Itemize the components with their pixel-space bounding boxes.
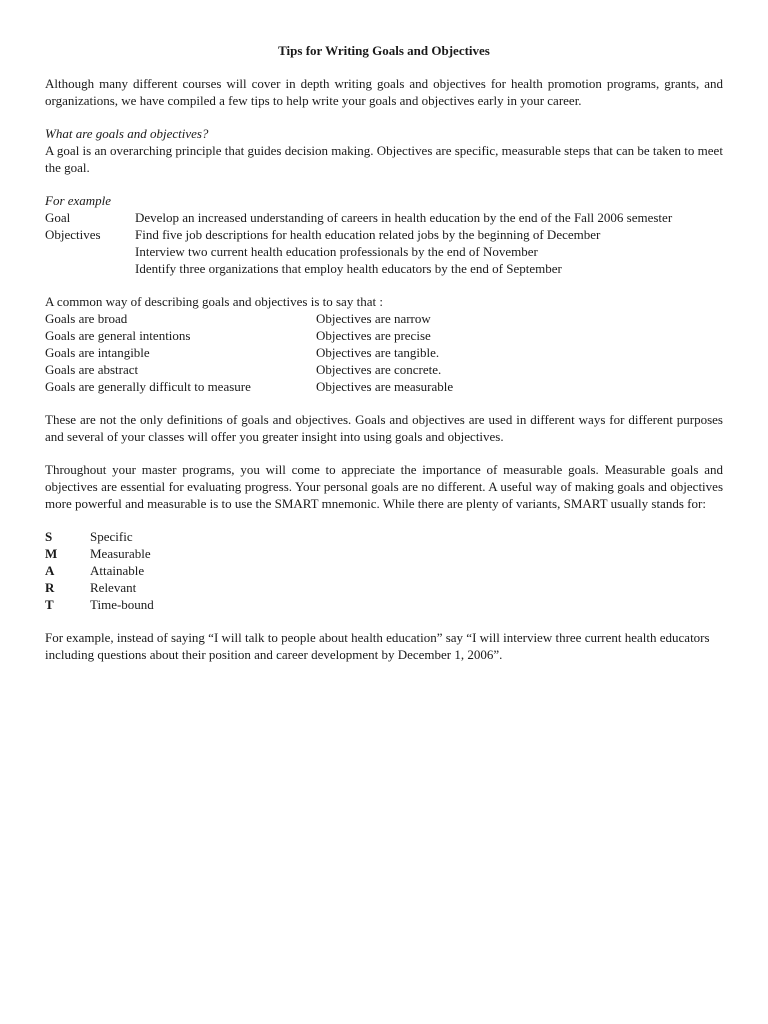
- goal-description: Goals are broad: [45, 311, 128, 326]
- smart-word: Specific: [90, 529, 133, 544]
- objective-text: Identify three organizations that employ health educators by the end of September: [135, 261, 562, 276]
- smart-item: [45, 528, 723, 545]
- definitions-paragraph: These are not the only definitions of goals and objectives. Goals and objectives are used in different ways for different purposes and several of your classes will offer you greater insight into using goals and objectives.: [45, 412, 723, 444]
- example-heading: For example: [45, 193, 112, 208]
- smart-letter: M: [45, 546, 58, 561]
- intro-paragraph: Although many different courses will cover in depth writing goals and objectives for health promotion programs, grants, and organizations, we have compiled a few tips to help write your goals and objectives early in your career.: [45, 76, 723, 108]
- goal-description: Goals are general intentions: [45, 328, 191, 343]
- smart-item: [45, 562, 723, 579]
- goal-text: Develop an increased understanding of careers in health education by the end of the Fall 2006 semester: [135, 210, 673, 225]
- comparison-row: [45, 344, 723, 361]
- smart-letter: S: [45, 529, 53, 544]
- smart-letter: A: [45, 563, 55, 578]
- definition-paragraph: A goal is an overarching principle that guides decision making. Objectives are specific, measurable steps that can be taken to meet the goal.: [45, 143, 723, 175]
- smart-item: [45, 596, 723, 613]
- smart-word: Time-bound: [90, 597, 154, 612]
- objective-text: Find five job descriptions for health education related jobs by the beginning of December: [135, 227, 601, 242]
- objective-description: Objectives are narrow: [316, 311, 431, 326]
- example-objective-row: [45, 226, 723, 243]
- smart-item: [45, 545, 723, 562]
- smart-word: Relevant: [90, 580, 137, 595]
- smart-word: Measurable: [90, 546, 151, 561]
- objective-description: Objectives are measurable: [316, 379, 454, 394]
- closing-paragraph: For example, instead of saying “I will talk to people about health education” say “I will interview three current health educators including questions about their position and career development by December 1, 2006”.: [45, 630, 710, 662]
- comparison-row: [45, 361, 723, 378]
- smart-word: Attainable: [90, 563, 145, 578]
- smart-letter: R: [45, 580, 55, 595]
- example-objective-row: [45, 243, 723, 260]
- goal-label: Goal: [45, 210, 71, 225]
- goal-description: Goals are generally difficult to measure: [45, 379, 251, 394]
- objective-description: Objectives are concrete.: [316, 362, 442, 377]
- smart-letter: T: [45, 597, 54, 612]
- goal-description: Goals are abstract: [45, 362, 139, 377]
- document-page: [45, 42, 723, 663]
- objective-description: Objectives are precise: [316, 328, 431, 343]
- smart-item: [45, 579, 723, 596]
- section-heading: What are goals and objectives?: [45, 126, 209, 141]
- comparison-row: [45, 378, 723, 395]
- comparison-row: [45, 327, 723, 344]
- objectives-label: Objectives: [45, 227, 101, 242]
- comparison-row: [45, 310, 723, 327]
- example-objective-row: [45, 260, 723, 277]
- smart-intro-paragraph: Throughout your master programs, you will come to appreciate the importance of measurable goals. Measurable goals and objectives are essential for evaluating progress. Your personal goals are no different. A useful way of making goals and objectives more powerful and measurable is to use the SMART mnemonic. While there are plenty of variants, SMART usually stands for:: [45, 462, 723, 511]
- document-title: Tips for Writing Goals and Objectives: [278, 43, 490, 58]
- objective-description: Objectives are tangible.: [316, 345, 440, 360]
- objective-text: Interview two current health education professionals by the end of November: [135, 244, 538, 259]
- goal-description: Goals are intangible: [45, 345, 150, 360]
- comparison-intro: A common way of describing goals and objectives is to say that :: [45, 294, 383, 309]
- example-goal-row: [45, 209, 723, 226]
